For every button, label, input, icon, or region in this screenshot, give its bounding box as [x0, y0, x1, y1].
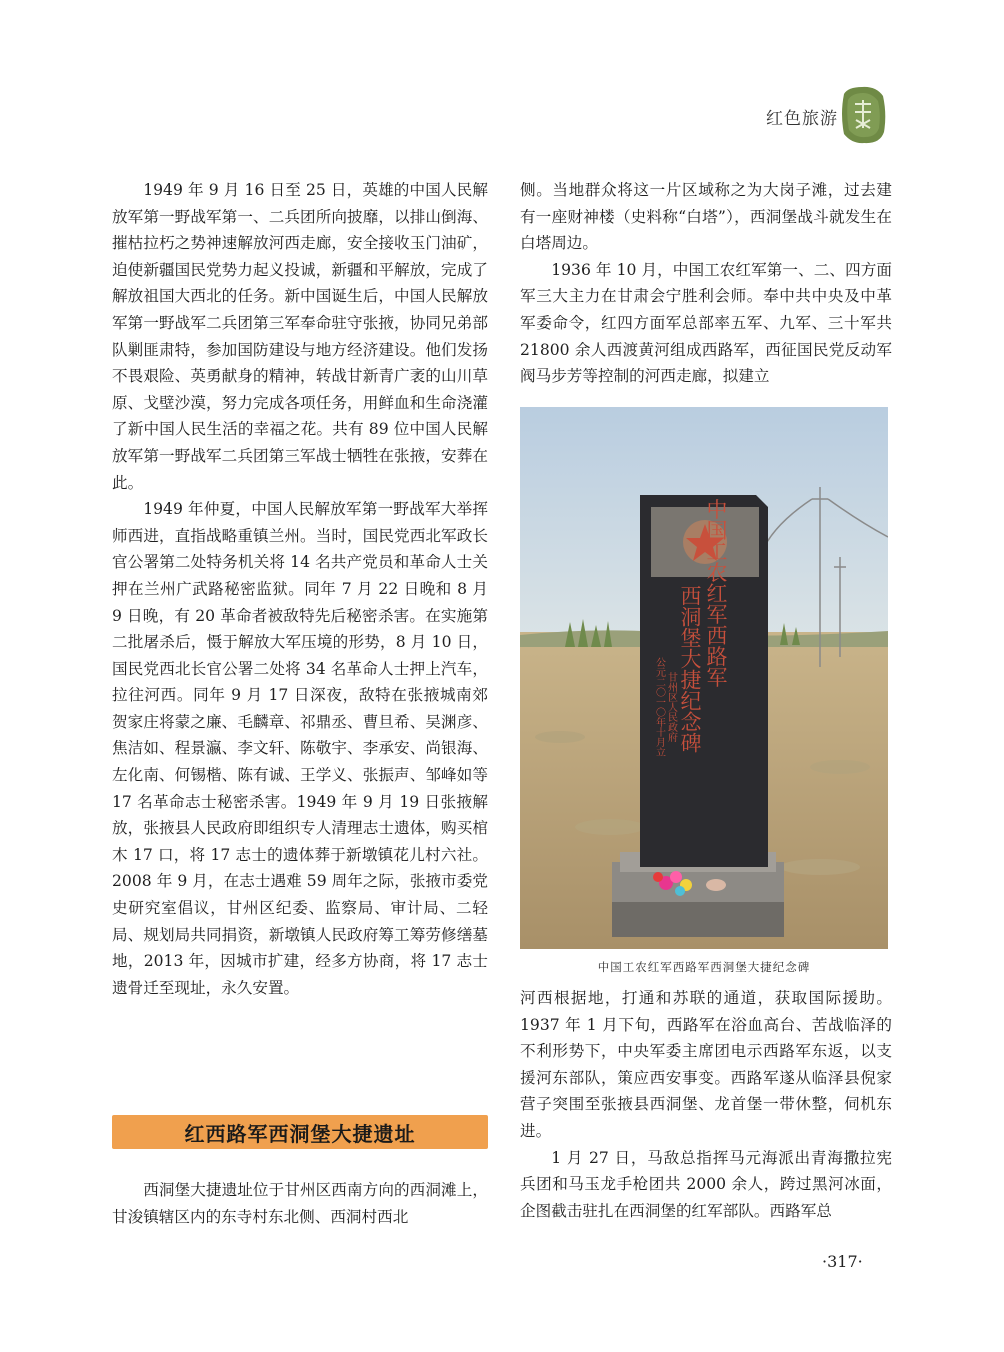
page-number: ·317· [822, 1252, 863, 1271]
section-label: 红色旅游 [766, 109, 838, 129]
monument-inscription-sub: 公元二〇一〇年十月立 [653, 657, 665, 757]
photo-caption: 中国工农红军西路军西洞堡大捷纪念碑 [597, 960, 811, 974]
monument-inscription-main: 中国工农红军西路军 [704, 498, 728, 688]
paragraph: 侧。当地群众将这一片区域称之为大岗子滩，过去建有一座财神楼（史料称“白塔”），西洞堡战斗就发生在白塔周边。 [520, 181, 892, 253]
seal-logo-icon [838, 84, 888, 146]
monument-inscription-main: 西洞堡大捷纪念碑 [678, 585, 702, 753]
monument-photo [520, 407, 888, 949]
monument-inscription-sub: 甘州区人民政府 [665, 672, 677, 742]
paragraph: 河西根据地，打通和苏联的通道，获取国际援助。1937 年 1 月下旬，西路军在浴血高台、苦战临泽的不利形势下，中央军委主席团电示西路军东返，以支援河东部队，策应西安事变。西路军遂从临泽县倪家营子突围至张掖县西洞堡、龙首堡一带休整，伺机东进。 [520, 989, 892, 1140]
paragraph: 1949 年仲夏，中国人民解放军第一野战军大举挥师西进，直指战略重镇兰州。当时，国民党西北军政长官公署第二处特务机关将 14 名共产党员和革命人士关押在兰州广武路秘密监狱。同年 7 月 22 日晚和 8 月 9 日晚，有 20 革命者被敌特先后秘密杀害。在实施第二批屠杀后，慑于解放大军压境的形势，8 月 10 日，国民党西北长官公署二处将 34 名革命人士押上汽车，拉往河西。同年 9 月 17 日深夜，敌特在张掖城南郊贺家庄将蒙之廉、毛麟章、祁鼎丞、曹旦希、吴渊彦、焦洁如、程景瀛、李文轩、陈敬宇、李承安、尚银海、左化南、何锡楷、陈有诚、王学义、张振声、邹峰如等 17 名革命志士秘密杀害。1949 年 9 月 19 日张掖解放，张掖县人民政府即组织专人清理志士遗体，购买棺木 17 口，将 17 志士的遗体葬于新墩镇花儿村六社。2008 年 9 月，在志士遇难 59 周年之际，张掖市委党史研究室倡议，甘州区纪委、监察局、审计局、二轻局、规划局共同捐资，新墩镇人民政府筹工筹劳修缮墓地，2013 年，因城市扩建，经多方协商，将 17 志士遗骨迁至现址，永久安置。 [112, 500, 488, 997]
right-column-continuation [520, 985, 892, 1224]
paragraph: 1 月 27 日，马敌总指挥马元海派出青海撒拉宪兵团和马玉龙手枪团共 2000 余人，跨过黑河冰面，企图截击驻扎在西洞堡的红军部队。西路军总 [520, 1148, 892, 1220]
right-column-text [520, 177, 892, 397]
paragraph: 1949 年 9 月 16 日至 25 日，英雄的中国人民解放军第一野战军第一、二兵团所向披靡，以排山倒海、摧枯拉朽之势神速解放河西走廊，安全接收玉门油矿，迫使新疆国民党势力起义投诚，新疆和平解放，完成了解放祖国大西北的任务。新中国诞生后，中国人民解放军第一野战军二兵团第三军奉命驻守张掖，协同兄弟部队剿匪肃特，参加国防建设与地方经济建设。他们发扬不畏艰险、英勇献身的精神，转战甘新青广袤的山川草原、戈壁沙漠，努力完成各项任务，用鲜血和生命浇灌了新中国人民生活的幸福之花。共有 89 位中国人民解放军第一野战军二兵团第三军战士牺牲在张掖，安葬在此。 [112, 181, 488, 492]
section-heading: 红西路军西洞堡大捷遗址 [112, 1115, 488, 1149]
left-column-continuation [112, 1177, 488, 1230]
paragraph: 1936 年 10 月，中国工农红军第一、二、四方面军三大主力在甘肃会宁胜利会师。奉中共中央及中革军委命令，红四方面军总部率五军、九军、三十军共 21800 余人西渡黄河组成西路军，西征国民党反动军阀马步芳等控制的河西走廊，拟建立 [520, 260, 892, 386]
paragraph: 西洞堡大捷遗址位于甘州区西南方向的西洞滩上，甘浚镇辖区内的东寺村东北侧、西洞村西北 [112, 1181, 488, 1226]
left-column-text [112, 177, 488, 1097]
